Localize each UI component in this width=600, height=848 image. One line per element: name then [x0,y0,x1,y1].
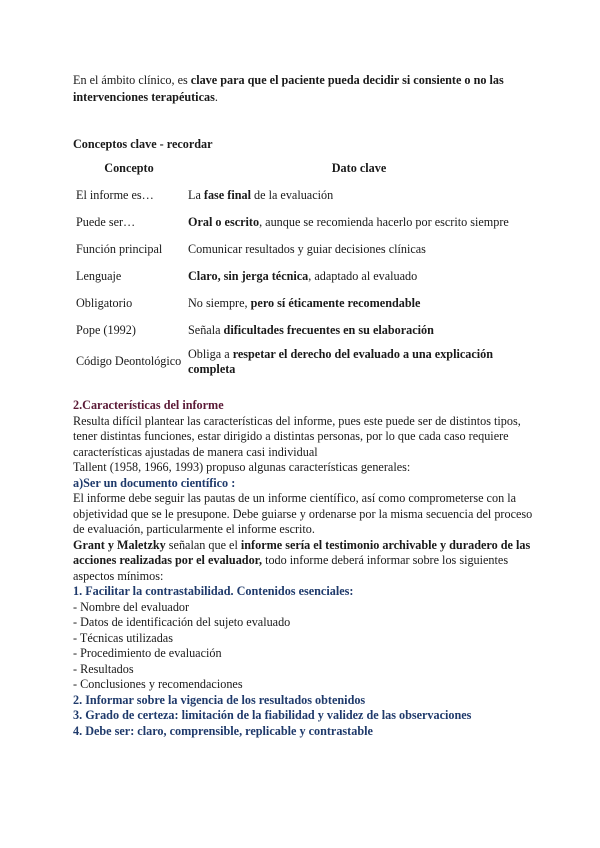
list-item: - Procedimiento de evaluación [73,646,222,660]
list-item: - Conclusiones y recomendaciones [73,677,243,691]
key-data-cell: Claro, sin jerga técnica, adaptado al evaluado [188,268,418,283]
intro-period: . [214,90,218,104]
paragraph: Grant y Maletzky señalan que el informe sería el testimonio archivable y duradero de las acciones realizadas por el evaluador, todo informe deberá informar sobre los siguientes aspectos mínimos: [73,537,531,583]
list-item: - Técnicas utilizadas [73,630,173,645]
list-heading-4: 4. Debe ser: claro, comprensible, replicable y contrastable [73,723,373,738]
concept-cell: Puede ser… [76,214,136,229]
paragraph: Tallent (1958, 1966, 1993) propuso algunas características generales: [73,460,411,474]
table-row [73,209,533,236]
concept-cell: Obligatorio [76,295,133,310]
list-item: - Resultados [73,661,134,676]
list-heading-2: 2. Informar sobre la vigencia de los resultados obtenidos [73,692,366,707]
table-row [73,182,533,209]
table-row [73,263,533,290]
intro-bold: clave para que el paciente pueda decidir si consiente o no las intervenciones terapéuticas [73,73,504,104]
key-data-cell: La fase final de la evaluación [188,187,334,202]
table-row [73,290,533,317]
list-heading-3: 3. Grado de certeza: limitación de la fiabilidad y validez de las observaciones [73,708,472,722]
header-key-data: Dato clave [331,160,387,175]
table-row [73,344,533,380]
paragraph: Resulta difícil plantear las características del informe, pues este puede ser de distintos tipos, tener distintas funciones, estar dirigido a distintas personas, por lo que cada caso requiere características ajustadas de manera casi individual [73,413,521,459]
section-2 [73,398,543,739]
key-concepts-table [73,155,533,380]
key-data-cell: Obliga a respetar el derecho del evaluado a una explicación completa [188,346,494,376]
concept-cell: Código Deontológico [76,354,182,369]
key-concepts-title: Conceptos clave - recordar [73,137,213,151]
concept-cell: Función principal [76,241,163,256]
list-item: - Nombre del evaluador [73,599,190,614]
table-row [73,317,533,344]
concept-cell: Pope (1992) [76,322,136,337]
header-concept: Concepto [104,160,154,175]
section-2-heading: 2.Características del informe [73,398,224,412]
key-data-cell: Oral o escrito, aunque se recomienda hacerlo por escrito siempre [188,214,509,229]
paragraph: El informe debe seguir las pautas de un informe científico, así como comprometerse con la objetividad que se le presupone. Debe guiarse y ordenarse por la misma secuencia del proceso de evaluación, particularmente el informe escrito. [73,491,533,536]
concept-cell: Lenguaje [76,268,122,283]
intro-paragraph [73,72,533,106]
key-data-cell: Señala dificultades frecuentes en su elaboración [188,322,434,337]
key-data-cell: Comunicar resultados y guiar decisiones clínicas [188,241,426,256]
list-item: - Datos de identificación del sujeto evaluado [73,615,291,629]
key-data-cell: No siempre, pero sí éticamente recomendable [188,295,421,310]
table-row [73,236,533,263]
subheading-a: a)Ser un documento científico : [73,475,236,490]
concept-cell: El informe es… [76,187,154,202]
list-heading-1: 1. Facilitar la contrastabilidad. Contenidos esenciales: [73,584,354,598]
intro-text: En el ámbito clínico, es [73,73,191,87]
